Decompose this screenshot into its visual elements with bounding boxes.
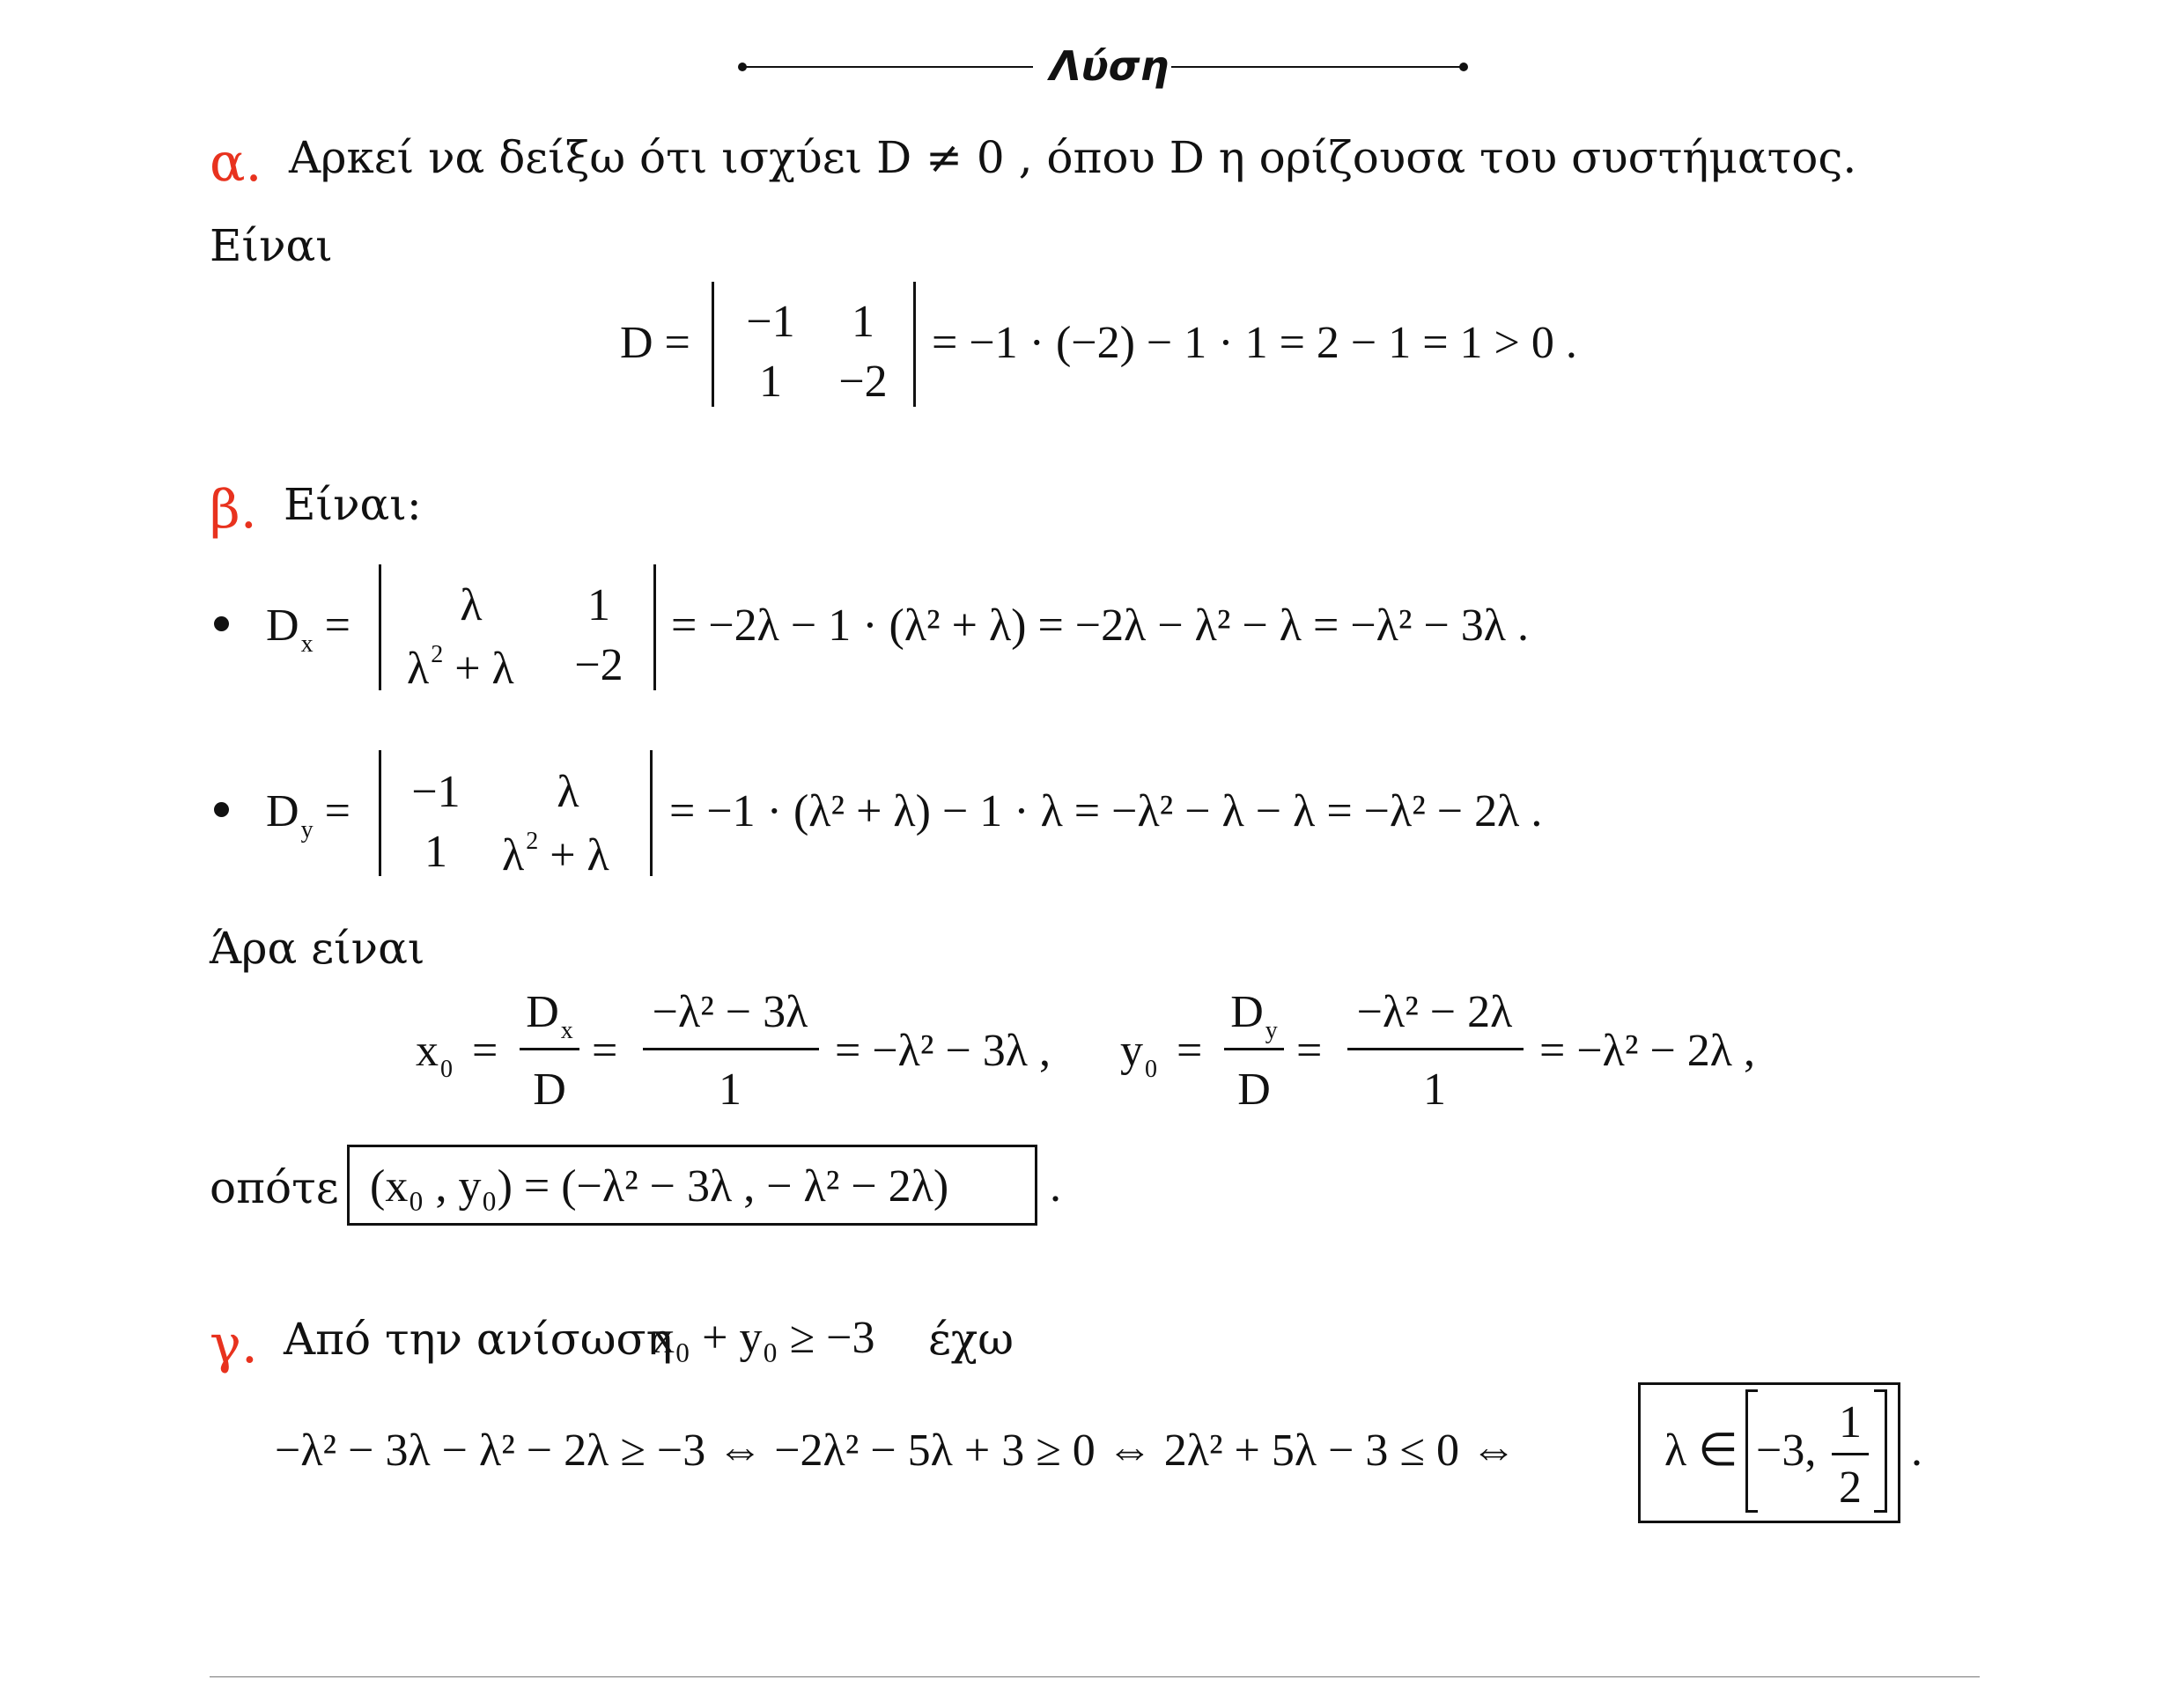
y0-frac1-num-d: D bbox=[1230, 987, 1264, 1037]
dx-a11: λ bbox=[460, 580, 483, 630]
header-right-dot bbox=[1459, 63, 1468, 71]
part-b-label: β. bbox=[210, 479, 257, 541]
x0-frac1-num-d: D bbox=[526, 987, 559, 1037]
interval-right-bracket-bottom bbox=[1874, 1510, 1886, 1513]
interval-frac-line bbox=[1832, 1453, 1869, 1455]
dx-right-bar bbox=[653, 564, 656, 690]
y0-frac1-num-sub: y bbox=[1265, 1016, 1278, 1044]
interval-left-bracket-top bbox=[1745, 1389, 1758, 1392]
det-d-rhs: = −1 · (−2) − 1 · 1 = 2 − 1 = 1 > 0 . bbox=[932, 318, 1577, 368]
header-right-rule bbox=[1171, 66, 1464, 68]
dy-a22 bbox=[502, 829, 609, 879]
dy-right-bar bbox=[650, 750, 653, 876]
y0-frac2-line bbox=[1347, 1048, 1524, 1050]
x0-eq: = bbox=[472, 1026, 498, 1076]
header-left-rule bbox=[742, 66, 1033, 68]
interval-lhs: λ ∈ bbox=[1664, 1425, 1738, 1476]
y0-result: = −λ² − 2λ , bbox=[1539, 1026, 1755, 1076]
x0-frac2-line bbox=[643, 1048, 819, 1050]
solution-period: . bbox=[1050, 1161, 1061, 1212]
dx-rhs: = −2λ − 1 · (λ² + λ) = −2λ − λ² − λ = −λ² − 3λ . bbox=[671, 600, 1530, 651]
interval-right-bracket-top bbox=[1874, 1389, 1886, 1392]
dy-rhs: = −1 · (λ² + λ) − 1 · λ = −λ² − λ − λ = −λ² − 2λ . bbox=[669, 786, 1543, 836]
dx-a21 bbox=[407, 643, 514, 692]
part-c-echo: έχω bbox=[928, 1314, 1014, 1365]
y0-frac2-num: −λ² − 2λ bbox=[1356, 987, 1513, 1037]
dx-left-bar bbox=[379, 564, 381, 690]
opote-word: οπότε bbox=[210, 1162, 339, 1213]
det-d-a21: 1 bbox=[759, 357, 782, 407]
y0-var bbox=[1120, 1028, 1157, 1082]
dy-a22-sup: 2 bbox=[526, 828, 539, 855]
footer-rule bbox=[210, 1676, 1980, 1677]
dy-a21: 1 bbox=[424, 827, 447, 877]
dx-a22: −2 bbox=[574, 640, 623, 690]
y0-frac1-line bbox=[1224, 1048, 1284, 1050]
solution-boxed: (x₀ , y₀) = (−λ² − 3λ , − λ² − 2λ) bbox=[370, 1161, 949, 1212]
y0-eq2: = bbox=[1296, 1026, 1323, 1076]
y0-frac1-den: D bbox=[1237, 1065, 1271, 1115]
x0-result: = −λ² − 3λ , bbox=[835, 1026, 1051, 1076]
bullet-dx bbox=[214, 616, 229, 631]
det-d-a11: −1 bbox=[746, 297, 795, 347]
dy-left-bar bbox=[379, 750, 381, 876]
interval-period: . bbox=[1911, 1425, 1922, 1476]
dx-lhs-eq: = bbox=[324, 600, 350, 651]
x0-frac2-num: −λ² − 3λ bbox=[652, 987, 808, 1037]
y0-var-sub: 0 bbox=[1145, 1055, 1157, 1083]
y0-frac1-num bbox=[1222, 987, 1286, 1044]
part-c-intro: Από την ανίσωση bbox=[284, 1314, 673, 1365]
dx-lhs bbox=[266, 600, 350, 658]
dx-a21-a: λ bbox=[407, 643, 430, 694]
ara-einai: Άρα είναι bbox=[210, 923, 425, 974]
interval-frac-num: 1 bbox=[1839, 1397, 1862, 1448]
interval-right-bracket bbox=[1885, 1389, 1887, 1513]
dy-lhs-d: D bbox=[266, 786, 299, 836]
y0-eq: = bbox=[1177, 1026, 1203, 1076]
x0-eq2: = bbox=[592, 1026, 618, 1076]
det-d-a22: −2 bbox=[838, 357, 888, 407]
part-c-chain: −λ² − 3λ − λ² − 2λ ≥ −3 ⇔ −2λ² − 5λ + 3 ≥ 0 ⇔ 2λ² + 5λ − 3 ≤ 0 ⇔ bbox=[275, 1425, 1516, 1476]
interval-left-bracket-bottom bbox=[1745, 1510, 1758, 1513]
dy-lhs bbox=[266, 786, 350, 844]
y0-var-y: y bbox=[1120, 1026, 1143, 1076]
x0-frac1-den: D bbox=[533, 1065, 566, 1115]
dx-a21-sup: 2 bbox=[431, 641, 444, 668]
part-c-label: γ. bbox=[210, 1314, 258, 1375]
x0-var-sub: 0 bbox=[440, 1055, 453, 1083]
interval-start: −3, bbox=[1756, 1425, 1817, 1476]
dy-a12: λ bbox=[557, 767, 579, 817]
dy-lhs-sub: y bbox=[300, 815, 314, 844]
det-d-a12: 1 bbox=[852, 297, 874, 347]
x0-var bbox=[416, 1028, 453, 1082]
part-a-label: α. bbox=[210, 132, 262, 194]
dy-lhs-eq: = bbox=[324, 786, 350, 836]
det-d-left-bar bbox=[712, 282, 714, 407]
dx-lhs-d: D bbox=[266, 600, 299, 651]
y0-frac2-den: 1 bbox=[1423, 1065, 1446, 1115]
x0-frac2-den: 1 bbox=[719, 1065, 742, 1115]
x0-frac1-num-sub: x bbox=[560, 1016, 573, 1044]
part-c-inequality: x₀ + y₀ ≥ −3 bbox=[652, 1313, 875, 1363]
det-d-right-bar bbox=[913, 282, 916, 407]
interval-frac-den: 2 bbox=[1839, 1462, 1862, 1513]
interval-left-bracket bbox=[1745, 1389, 1748, 1513]
dy-a22-b: + λ bbox=[538, 829, 609, 880]
x0-frac1-line bbox=[520, 1048, 579, 1050]
header-title: Λύση bbox=[1050, 42, 1169, 90]
dy-a11: −1 bbox=[411, 767, 461, 817]
part-b-intro: Είναι: bbox=[284, 479, 422, 530]
part-a-intro: Αρκεί να δείξω ότι ισχύει D ≠ 0 , όπου D η ορίζουσα του συστήματος. bbox=[289, 132, 1857, 183]
dy-a22-a: λ bbox=[502, 829, 525, 880]
part-a-einai: Είναι bbox=[210, 220, 333, 271]
dx-a12: 1 bbox=[587, 580, 610, 630]
bullet-dy bbox=[214, 802, 229, 817]
dx-a21-b: + λ bbox=[443, 643, 514, 694]
x0-var-x: x bbox=[416, 1026, 439, 1076]
x0-frac1-num bbox=[518, 987, 581, 1044]
dx-lhs-sub: x bbox=[300, 630, 314, 658]
det-d-lhs: D = bbox=[620, 318, 690, 368]
